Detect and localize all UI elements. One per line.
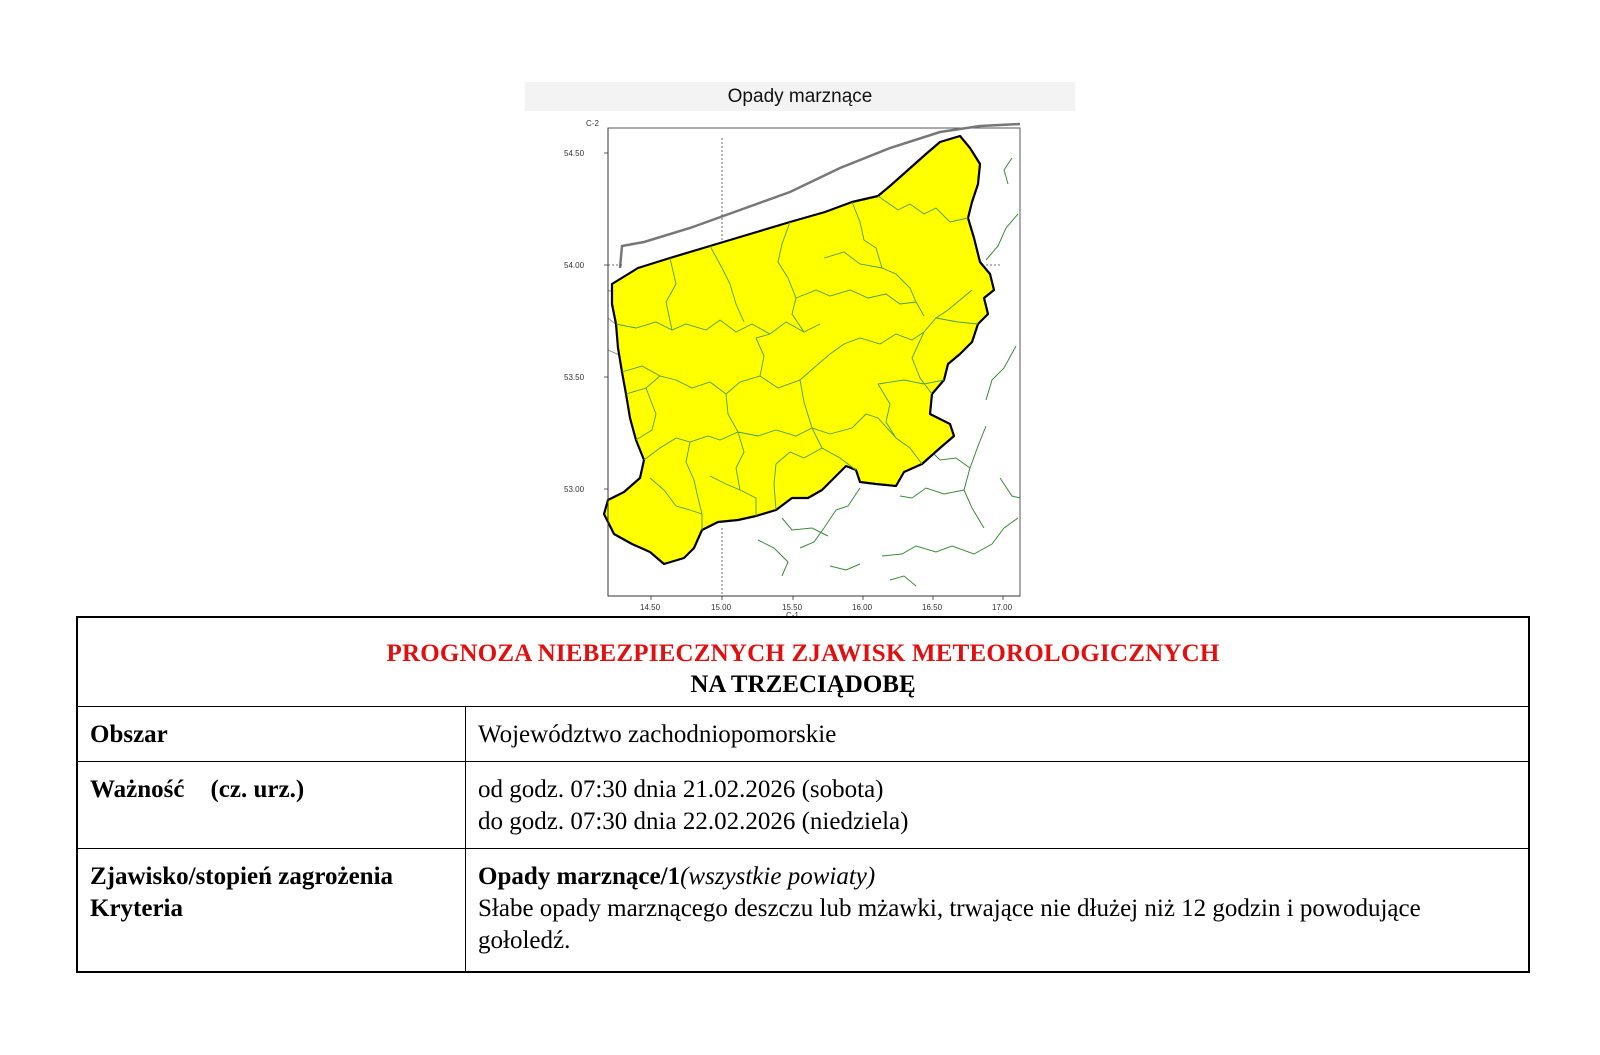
warning-map: [560, 118, 1040, 618]
validity-value: [466, 762, 1530, 849]
validity-row: [77, 762, 1529, 849]
warning-header: [77, 617, 1529, 707]
phenomenon-label-line2: Kryteria: [90, 895, 184, 922]
lon-tick-label: 14.50: [640, 603, 661, 612]
phenomenon-value: [466, 849, 1530, 973]
lon-tick-label: 15.50: [782, 603, 803, 612]
lon-tick-label: 15.00: [711, 603, 732, 612]
area-label: Obszar: [77, 707, 466, 762]
lon-tick-label: 16.50: [922, 603, 943, 612]
validity-label-note: (cz. urz.): [210, 776, 305, 803]
area-value: Województwo zachodniopomorskie: [466, 707, 1530, 762]
lat-tick-label: 54.00: [564, 261, 585, 270]
warning-subtitle: NA TRZECIĄDOBĘ: [690, 671, 916, 698]
phenomenon-label-line1: Zjawisko/stopień zagrożenia: [90, 863, 394, 890]
warning-header-row: [77, 617, 1529, 707]
warning-title: PROGNOZA NIEBEZPIECZNYCH ZJAWISK METEOROLOGICZNYCH: [386, 640, 1220, 667]
validity-to: do godz. 07:30 dnia 22.02.2026 (niedziela): [478, 808, 909, 835]
phenomenon-row: [77, 849, 1529, 973]
phenomenon-scope: (wszystkie powiaty): [680, 863, 876, 890]
corner-label-top: C-2: [586, 119, 599, 128]
phenomenon-label: [77, 849, 466, 973]
map-svg: [560, 118, 1040, 618]
lat-tick-label: 54.50: [564, 149, 585, 158]
lat-tick-label: 53.50: [564, 373, 585, 382]
phenomenon-heading: [478, 861, 1514, 893]
map-title: Opady marznące: [525, 82, 1075, 111]
phenomenon-criteria: Słabe opady marznącego deszczu lub mżawki, trwające nie dłużej niż 12 godzin i powodujące gołoledź.: [478, 895, 1421, 954]
warning-table: [76, 616, 1530, 973]
lon-tick-label: 17.00: [992, 603, 1013, 612]
area-row: [77, 707, 1529, 762]
lat-tick-label: 53.00: [564, 485, 585, 494]
corner-label-bottom: C-1: [786, 611, 799, 618]
lon-tick-label: 16.00: [852, 603, 873, 612]
validity-label: [77, 762, 466, 849]
validity-label-main: Ważność: [90, 776, 185, 803]
phenomenon-name: Opady marznące/1: [478, 863, 681, 890]
validity-from: od godz. 07:30 dnia 21.02.2026 (sobota): [478, 776, 884, 803]
